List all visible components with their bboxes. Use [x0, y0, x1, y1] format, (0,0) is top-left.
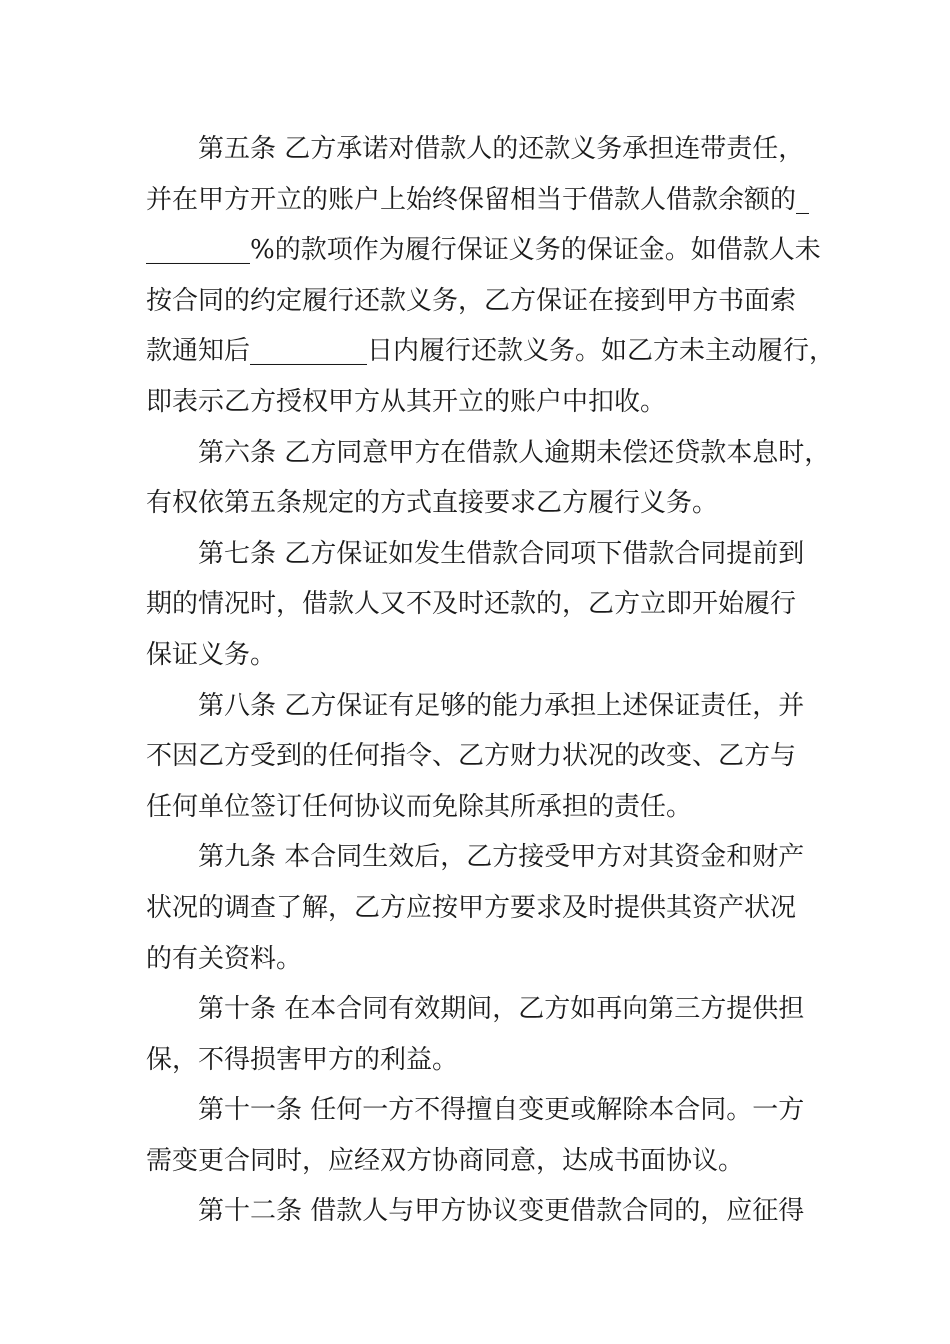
clause-first-line: 第七条 乙方保证如发生借款合同项下借款合同提前到 [198, 538, 805, 569]
clause-line: 需变更合同时，应经双方协商同意，达成书面协议。 [146, 1145, 745, 1176]
clause-line: 期的情况时，借款人又不及时还款的，乙方立即开始履行 [146, 589, 797, 620]
clause-first-line: 第六条 乙方同意甲方在借款人逾期未偿还贷款本息时， [198, 437, 831, 468]
clause-first-line: 第八条 乙方保证有足够的能力承担上述保证责任，并 [198, 690, 805, 721]
clause-line: 状况的调查了解，乙方应按甲方要求及时提供其资产状况 [146, 892, 797, 923]
clause-first-line: 第十一条 任何一方不得擅自变更或解除本合同。一方 [198, 1095, 805, 1126]
clause-line: 即表示乙方授权甲方从其开立的账户中扣收。 [146, 386, 667, 417]
clause-first-line: 第五条 乙方承诺对借款人的还款义务承担连带责任， [198, 134, 805, 164]
clause-first-line: 第十二条 借款人与甲方协议变更借款合同的，应征得 [198, 1196, 805, 1227]
clause-line: 保，不得损害甲方的利益。 [146, 1044, 459, 1075]
contract-text [146, 124, 836, 1237]
clause-line: 任何单位签订任何协议而免除其所承担的责任。 [146, 791, 693, 822]
clause-first-line: 第十条 在本合同有效期间，乙方如再向第三方提供担 [198, 994, 805, 1025]
clause-line: ________%的款项作为履行保证义务的保证金。如借款人未 [146, 235, 821, 266]
clause-line: 不因乙方受到的任何指令、乙方财力状况的改变、乙方与 [146, 741, 797, 772]
clause-line: 的有关资料。 [146, 943, 303, 974]
clause-line: 按合同的约定履行还款义务，乙方保证在接到甲方书面索 [146, 285, 797, 316]
clause-first-line: 第九条 本合同生效后，乙方接受甲方对其资金和财产 [198, 842, 805, 873]
clause-line: 保证义务。 [146, 639, 277, 670]
clause-line: 款通知后_________日内履行还款义务。如乙方未主动履行， [146, 336, 836, 367]
clause-line: 有权依第五条规定的方式直接要求乙方履行义务。 [146, 488, 719, 519]
clause-line: 并在甲方开立的账户上始终保留相当于借款人借款余额的_ [146, 184, 810, 215]
